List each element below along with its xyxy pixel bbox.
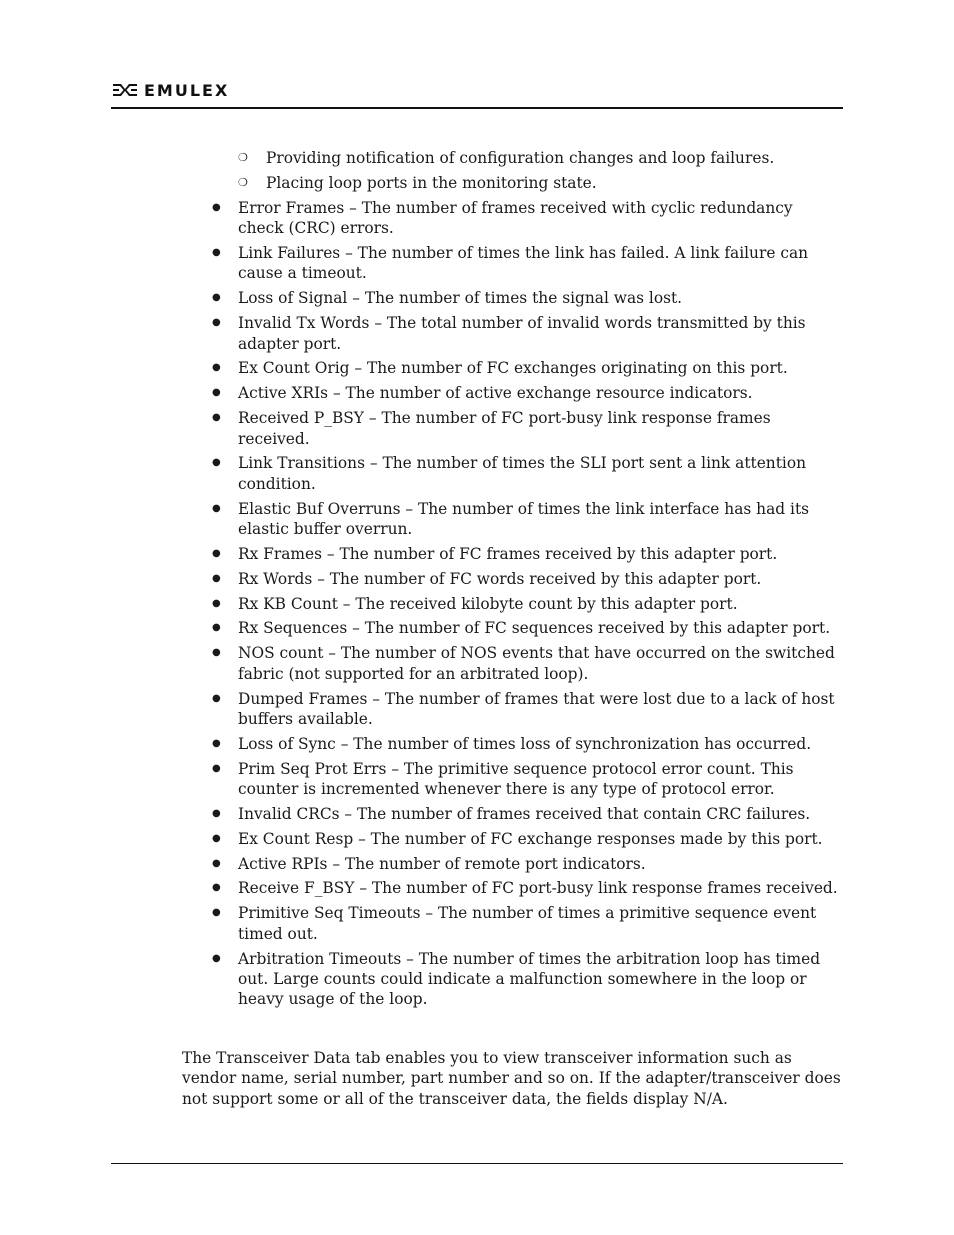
list-item: ● Link Transitions – The number of times the SLI port sent a link attention condition. [212,454,807,493]
circle-bullet-icon: ❍ [238,151,248,164]
sub-bullet-list [212,148,842,198]
bullet-icon: ● [212,647,221,659]
list-item: ● Invalid CRCs – The number of frames received that contain CRC failures. [212,804,811,823]
list-item: ❍ Providing notification of configuration changes and loop failures. [238,149,775,167]
bullet-icon: ● [212,247,221,259]
bullet-icon: ● [212,832,221,844]
list-item: ● Link Failures – The number of times the link has failed. A link failure can cause a timeout. [212,244,809,283]
list-item: ● Rx Sequences – The number of FC sequences received by this adapter port. [212,619,831,638]
list-item: ● Elastic Buf Overruns – The number of times the link interface has had its elastic buffer overrun. [212,499,810,538]
transceiver-data-paragraph: The Transceiver Data tab enables you to view transceiver information such as vendor name, serial number, part number and so on. If the adapter/transceiver does not support some or all of the transceiver data, the fields display N/A. [182,1049,841,1108]
list-item: ● Primitive Seq Timeouts – The number of times a primitive sequence event timed out. [212,904,817,943]
emulex-mark-icon [112,82,138,98]
bullet-icon: ● [212,547,221,559]
bullet-icon: ● [212,597,221,609]
bullet-icon: ● [212,572,221,584]
bullet-icon: ● [212,362,221,374]
header-divider [111,107,843,109]
circle-bullet-icon: ❍ [238,176,248,189]
list-item: ● Dumped Frames – The number of frames that were lost due to a lack of host buffers available. [212,689,835,728]
list-item: ● Rx Words – The number of FC words received by this adapter port. [212,569,762,588]
bullet-icon: ● [212,807,221,819]
bullet-icon: ● [212,907,221,919]
brand-name: EMULEX [144,80,230,100]
bullet-icon: ● [212,502,221,514]
bullet-icon: ● [212,202,221,213]
bullet-icon: ● [212,622,221,634]
bullet-icon: ● [212,857,221,869]
list-item: ● Receive F_BSY – The number of FC port-busy link response frames received. [212,879,838,898]
bullet-icon: ● [212,387,221,399]
bullet-icon: ● [212,952,221,964]
bullet-icon: ● [212,412,221,424]
list-item: ❍ Placing loop ports in the monitoring state. [238,174,597,192]
bullet-icon: ● [212,762,221,774]
list-item: ● Rx Frames – The number of FC frames received by this adapter port. [212,544,778,563]
bullet-icon: ● [212,457,221,469]
emulex-logo [112,80,229,100]
bullet-icon: ● [212,737,221,749]
list-item: ● Ex Count Orig – The number of FC exchanges originating on this port. [212,359,788,378]
bullet-icon: ● [212,692,221,704]
bullet-icon: ● [212,317,221,329]
list-item: ● NOS count – The number of NOS events that have occurred on the switched fabric (not supported for an arbitrated loop). [212,644,835,683]
list-item: ● Loss of Signal – The number of times the signal was lost. [212,289,683,308]
list-item: ● Active RPIs – The number of remote port indicators. [212,854,646,873]
counter-definitions-list [212,198,842,1014]
bullet-icon: ● [212,292,221,304]
list-item: ● Rx KB Count – The received kilobyte count by this adapter port. [212,594,738,613]
list-item: ● Received P_BSY – The number of FC port-busy link response frames received. [212,409,771,448]
list-item: ● Active XRIs – The number of active exchange resource indicators. [212,384,753,403]
list-item: ● Prim Seq Prot Errs – The primitive sequence protocol error count. This counter is incremented whenever there is any type of protocol error. [212,759,794,798]
list-item: ● Ex Count Resp – The number of FC exchange responses made by this port. [212,829,823,848]
list-item: ● Loss of Sync – The number of times loss of synchronization has occurred. [212,734,812,753]
list-item: ● Invalid Tx Words – The total number of invalid words transmitted by this adapter port. [212,314,806,353]
footer-divider [111,1163,843,1164]
bullet-icon: ● [212,882,221,894]
list-item: ● Error Frames – The number of frames received with cyclic redundancy check (CRC) errors. [212,199,793,238]
list-item: ● Arbitration Timeouts – The number of times the arbitration loop has timed out. Large counts could indicate a malfunction somewhere in the loop or heavy usage of the loop. [212,949,821,1009]
